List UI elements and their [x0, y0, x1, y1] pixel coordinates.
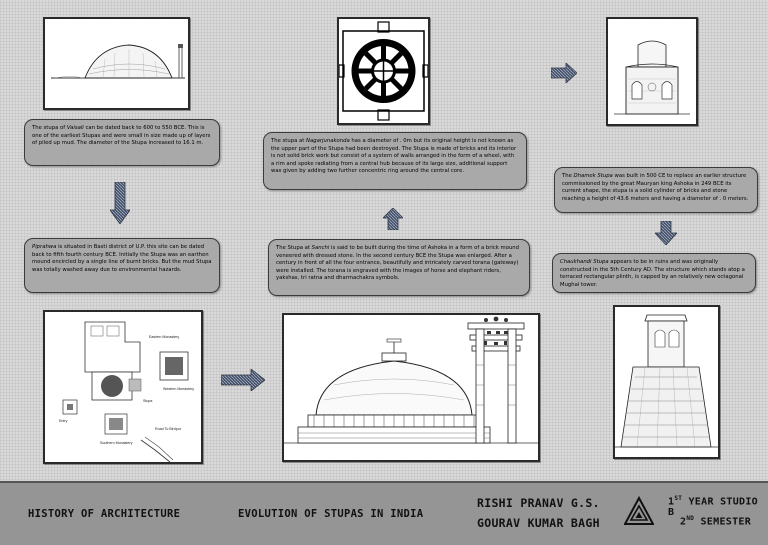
- nagarjunakonda-plan-drawing: [337, 17, 430, 125]
- arrow-right-icon: [551, 63, 577, 83]
- plan-label: Eastern Monastery: [149, 335, 180, 339]
- nagarjunakonda-caption: The stupa at Nagarjunakonda has a diameter of . 0m but its original height is not known as the upper part of the Stupa had been destroyed. The Stupa is made of bricks and its interior is not solid brick work but consist of a system of walls arranged in the form of a wheel, with a rim and spoke radiating from a central hub because of its large size, additional support was given by adding two further concentric ring around the central core.: [263, 132, 527, 190]
- chaukhandi-stupa-drawing: [613, 305, 720, 459]
- dhamek-caption: The Dhamek Stupa was built in 500 CE to replace an earlier structure commissioned by the great Mauryan king Ashoka in 249 BCE its current shape, the stupa is a solid cylinder of bricks and stone reaching a height of 43.6 meters and having a diameter of . 0 meters.: [554, 167, 758, 213]
- topic-title: EVOLUTION OF STUPAS IN INDIA: [238, 508, 424, 520]
- plan-label: Western Monastery: [163, 387, 195, 391]
- vaisali-caption: The stupa of Vaisali can be dated back to 600 to 550 BCE. This is one of the earliest Stupas and were small in size made up of layers of piled up mud. The diameter of the Stupa increased to 16.1 m.: [24, 119, 220, 166]
- plan-label: Entry: [59, 419, 68, 423]
- semester-label: 2ND SEMESTER: [680, 515, 752, 528]
- dhamek-stupa-drawing: [606, 17, 698, 126]
- site-name: Sanchi: [311, 245, 330, 251]
- site-name: Chaukhandi Stupa: [560, 259, 609, 265]
- site-name: Vaisali: [66, 125, 84, 131]
- course-title: HISTORY OF ARCHITECTURE: [28, 508, 181, 520]
- author-name: GOURAV KUMAR BAGH: [477, 516, 600, 530]
- arrow-right-icon: [221, 369, 265, 391]
- plan-label: Road To Birdpur: [155, 427, 181, 431]
- piprahwa-caption: Piprahwa is situated in Basti district of U.P. this site can be dated back to fifth fourth century BCE. Initially the Stupa was an earthen mound encircled by a single line of burnt bricks. But the mud Stupa was totally washed away due to environmental hazards.: [24, 238, 220, 293]
- sanchi-caption: The Stupa at Sanchi is said to be built during the time of Ashoka in a form of a brick mound veneered with dressed stone. In the second century BCE the Stupa was enlarged. After a century in front of all the four entrance, beautifully and intricately carved torana (gateway) were installed. The torana is engraved with the images of horse and elephant riders, yakshas, tri ratna and dharmachakra symbols.: [268, 239, 530, 296]
- arrow-up-icon: [383, 208, 403, 230]
- author-name: RISHI PRANAV G.S.: [477, 496, 600, 510]
- vaisali-stupa-drawing: [43, 17, 190, 110]
- site-name: Dhamek Stupa: [573, 173, 613, 179]
- studio-label: 1ST YEAR STUDIO B: [668, 495, 759, 519]
- logo-triangle-icon: [624, 496, 654, 526]
- chaukhandi-caption: Chaukhandi Stupa appears to be in ruins and was originally constructed in the 5th Century AD. The structure which stands atop a terraced rectangular plinth, is capped by an relatively new octagonal Mughal tower.: [552, 253, 756, 293]
- arrow-down-icon: [655, 221, 677, 245]
- plan-label: Southern Monastery: [100, 441, 133, 445]
- arrow-down-icon: [110, 182, 130, 224]
- site-name: Nagarjunakonda: [306, 138, 350, 144]
- sanchi-stupa-drawing: [282, 313, 540, 462]
- plan-label: Stupa: [143, 399, 153, 403]
- piprahwa-site-plan: [43, 310, 203, 464]
- site-name: Piprahwa: [32, 244, 57, 250]
- title-block-footer: [0, 481, 768, 545]
